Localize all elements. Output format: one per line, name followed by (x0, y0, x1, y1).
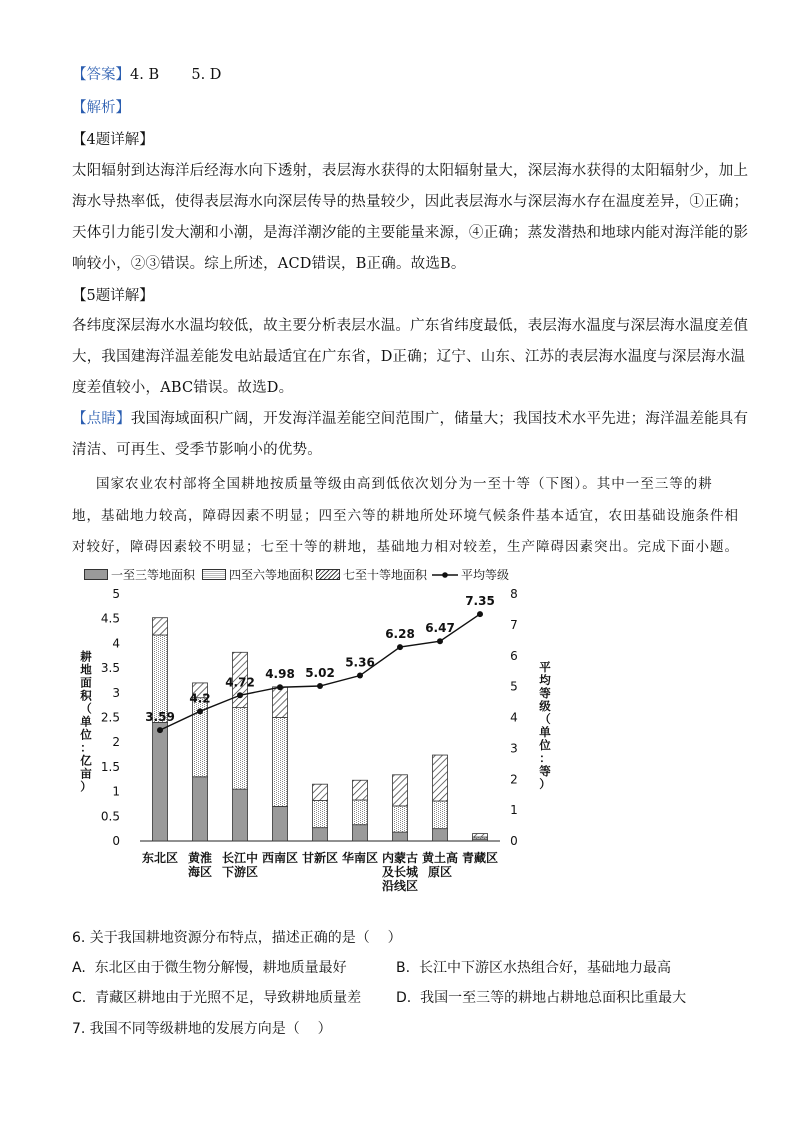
y2-tick-label: 2 (510, 772, 518, 787)
axis-title-char: ） (539, 777, 551, 791)
tips-line-1 (72, 409, 748, 429)
y2-axis-title (538, 660, 551, 791)
legend-item-average-grade (432, 566, 509, 583)
q5-line-1: 各纬度深层海水水温均较低，故主要分析表层水温。广东省纬度最低，表层海水温度与深层海水温度差值 (72, 318, 749, 334)
analysis-label: 【解析】 (72, 100, 130, 116)
axis-title-char: （ (80, 701, 92, 716)
tips-text-1: 我国海域面积广阔，开发海洋温差能空间范围广，储量大；我国技术水平先进；海洋温差能具有 (130, 411, 749, 427)
legend-swatch-dotted (202, 569, 226, 580)
bar-grade-7-10-8 (433, 755, 448, 801)
bar-grade-4-6-6 (353, 800, 368, 825)
average-grade-point-1 (157, 727, 163, 733)
y-tick-label: 4.5 (100, 611, 120, 626)
q4-line-4: 响较小，②③错误。综上所述，ACD错误，B正确。故选B。 (72, 256, 466, 272)
legend-label: 一至三等地面积 (111, 568, 196, 582)
intro-line-3: 对较好，障碍因素较不明显；七至十等的耕地，基础地力相对较差，生产障碍因素突出。完成下面小题。 (72, 539, 739, 555)
average-grade-label-6: 5.36 (345, 655, 375, 670)
y2-tick-label: 4 (510, 710, 518, 725)
average-grade-point-2 (197, 708, 203, 714)
y-tick-label: 3.5 (100, 661, 120, 676)
bar-grade-7-10-7 (393, 775, 408, 806)
bar-grade-4-6-5 (313, 800, 328, 827)
axis-title-char: 单 (80, 714, 92, 729)
average-grade-point-9 (477, 611, 483, 617)
average-grade-point-6 (357, 673, 363, 679)
y-tick-label: 0 (112, 834, 120, 848)
y-tick-label: 2.5 (100, 710, 120, 725)
legend-line-marker-icon (432, 570, 458, 580)
average-grade-point-5 (317, 683, 323, 689)
q5-line-2: 大，我国建海洋温差能发电站最适宜在广东省，D正确；辽宁、山东、江苏的表层海水温度与深层海水温 (72, 349, 746, 365)
category-label-3: 长江中 (221, 851, 259, 865)
bar-grade-1-3-4 (273, 806, 288, 841)
y2-tick-label: 7 (510, 617, 518, 632)
intro-line-2: 地，基础地力较高，障碍因素不明显；四至六等的耕地所处环境气候条件基本适宜，农田基础设施条件相 (72, 508, 739, 524)
bar-grade-7-10-6 (353, 780, 368, 800)
axis-title-char: 耕 (80, 649, 92, 664)
axis-title-char: 单 (539, 725, 551, 739)
bar-grade-4-6-4 (273, 718, 288, 807)
axis-title-char: 平 (539, 660, 551, 674)
axis-title-char: 积 (80, 688, 92, 703)
average-grade-label-8: 6.47 (425, 621, 455, 636)
axis-title-char: 均 (539, 673, 551, 687)
axis-title-char: 等 (539, 764, 551, 778)
q4-heading: 【4题详解】 (72, 132, 154, 148)
bar-grade-7-10-5 (313, 784, 328, 800)
category-label-8: 黄土高 (421, 851, 459, 865)
average-grade-point-8 (437, 638, 443, 644)
legend-swatch-hatched (316, 569, 340, 580)
y2-tick-label: 3 (510, 741, 518, 756)
category-label-3: 下游区 (221, 865, 259, 879)
bar-grade-1-3-6 (353, 825, 368, 841)
farmland-chart (0, 582, 794, 893)
average-grade-label-1: 3.59 (145, 710, 175, 725)
average-grade-label-9: 7.35 (465, 594, 495, 609)
tips-label: 【点睛】 (72, 411, 131, 427)
y2-tick-label: 1 (510, 803, 518, 818)
y2-tick-label: 5 (510, 679, 518, 694)
average-grade-label-3: 4.72 (225, 675, 255, 690)
bar-grade-1-3-1 (153, 722, 168, 841)
answer-line (72, 65, 221, 85)
bar-grade-7-10-9 (473, 834, 488, 837)
axis-title-char: 面 (80, 675, 92, 690)
average-grade-label-5: 5.02 (305, 666, 335, 681)
y-tick-label: 3 (112, 685, 120, 700)
y-axis-title (79, 650, 92, 794)
average-grade-point-3 (237, 692, 243, 698)
q6-option-d[interactable]: D. 我国一至三等的耕地占耕地总面积比重最大 (396, 990, 687, 1006)
category-label-9: 青藏区 (461, 851, 499, 865)
y-tick-label: 5 (112, 587, 120, 601)
bar-grade-4-6-3 (233, 708, 248, 790)
legend-item-grade-4-6 (202, 566, 313, 583)
axis-title-char: （ (539, 712, 551, 726)
category-label-8: 原区 (427, 865, 453, 879)
average-grade-point-4 (277, 684, 283, 690)
legend-label: 七至十等地面积 (343, 568, 428, 582)
axis-title-char: ： (539, 751, 551, 765)
y2-tick-label: 6 (510, 648, 518, 663)
average-grade-label-4: 4.98 (265, 667, 295, 682)
y-tick-label: 4 (112, 636, 120, 651)
axis-title-char: 位 (80, 727, 92, 742)
average-grade-label-7: 6.28 (385, 627, 415, 642)
axis-title-char: 亿 (80, 753, 92, 768)
average-grade-label-2: 4.2 (189, 691, 211, 706)
y-tick-label: 1.5 (100, 759, 120, 774)
q6-stem: 6. 关于我国耕地资源分布特点，描述正确的是（ ） (72, 930, 402, 946)
legend-item-grade-1-3 (84, 566, 195, 583)
axis-title-char: 地 (80, 662, 92, 677)
category-label-7: 沿线区 (381, 879, 419, 893)
average-grade-point-7 (397, 644, 403, 650)
legend-label: 四至六等地面积 (229, 568, 314, 582)
bar-grade-7-10-4 (273, 687, 288, 718)
legend-label: 平均等级 (461, 568, 510, 582)
bar-grade-1-3-5 (313, 828, 328, 841)
answer-text: 4. B 5. D (130, 67, 222, 83)
axis-title-char: 亩 (80, 766, 92, 781)
q4-line-2: 海水导热率低，使得表层海水向深层传导的热量较少，因此表层海水与深层海水存在温度差异，①正确； (72, 194, 749, 210)
category-label-2: 海区 (187, 865, 213, 879)
q4-line-3: 天体引力能引发大潮和小潮，是海洋潮汐能的主要能量来源，④正确；蒸发潜热和地球内能对海洋能的影 (72, 225, 749, 241)
q6-option-b[interactable]: B. 长江中下游区水热组合好，基础地力最高 (396, 960, 671, 976)
category-label-7: 及长城 (381, 865, 419, 879)
category-label-5: 甘新区 (301, 851, 339, 865)
tips-line-2: 清洁、可再生、受季节影响小的优势。 (72, 442, 322, 458)
intro-line-1: 国家农业农村部将全国耕地按质量等级由高到低依次划分为一至十等（下图）。其中一至三等的耕 (96, 476, 713, 492)
axis-title-char: ： (80, 740, 92, 755)
bar-grade-1-3-2 (193, 777, 208, 841)
y-tick-label: 0.5 (100, 809, 120, 824)
category-label-7: 内蒙古 (381, 851, 419, 865)
category-label-6: 华南区 (341, 851, 379, 865)
bar-grade-1-3-3 (233, 789, 248, 841)
bar-grade-7-10-1 (153, 618, 168, 635)
legend-swatch-solid (84, 569, 108, 580)
q6-option-c[interactable]: C. 青藏区耕地由于光照不足，导致耕地质量差 (72, 990, 362, 1006)
axis-title-char: ） (80, 779, 92, 794)
bar-grade-1-3-7 (393, 832, 408, 841)
bar-grade-4-6-8 (433, 801, 448, 829)
q6-option-a[interactable]: A. 东北区由于微生物分解慢，耕地质量最好 (72, 960, 347, 976)
q7-stem: 7. 我国不同等级耕地的发展方向是（ ） (72, 1021, 332, 1037)
legend-item-grade-7-10 (316, 566, 427, 583)
y2-tick-label: 8 (510, 587, 518, 601)
category-label-4: 西南区 (261, 851, 299, 865)
category-label-1: 东北区 (141, 851, 179, 865)
y2-tick-label: 0 (510, 834, 518, 848)
q5-line-3: 度差值较小，ABC错误。故选D。 (72, 380, 294, 396)
bar-grade-1-3-8 (433, 829, 448, 841)
bar-grade-4-6-7 (393, 806, 408, 832)
axis-title-char: 等 (539, 686, 551, 700)
y-tick-label: 2 (112, 735, 120, 750)
q4-line-1: 太阳辐射到达海洋后经海水向下透射，表层海水获得的太阳辐射量大，深层海水获得的太阳辐射少，加上 (72, 163, 749, 179)
answer-label: 【答案】 (72, 67, 130, 83)
q5-heading: 【5题详解】 (72, 288, 154, 304)
y-tick-label: 1 (112, 784, 120, 799)
axis-title-char: 位 (539, 738, 551, 752)
axis-title-char: 级 (539, 699, 551, 713)
category-label-2: 黄淮 (187, 851, 213, 865)
